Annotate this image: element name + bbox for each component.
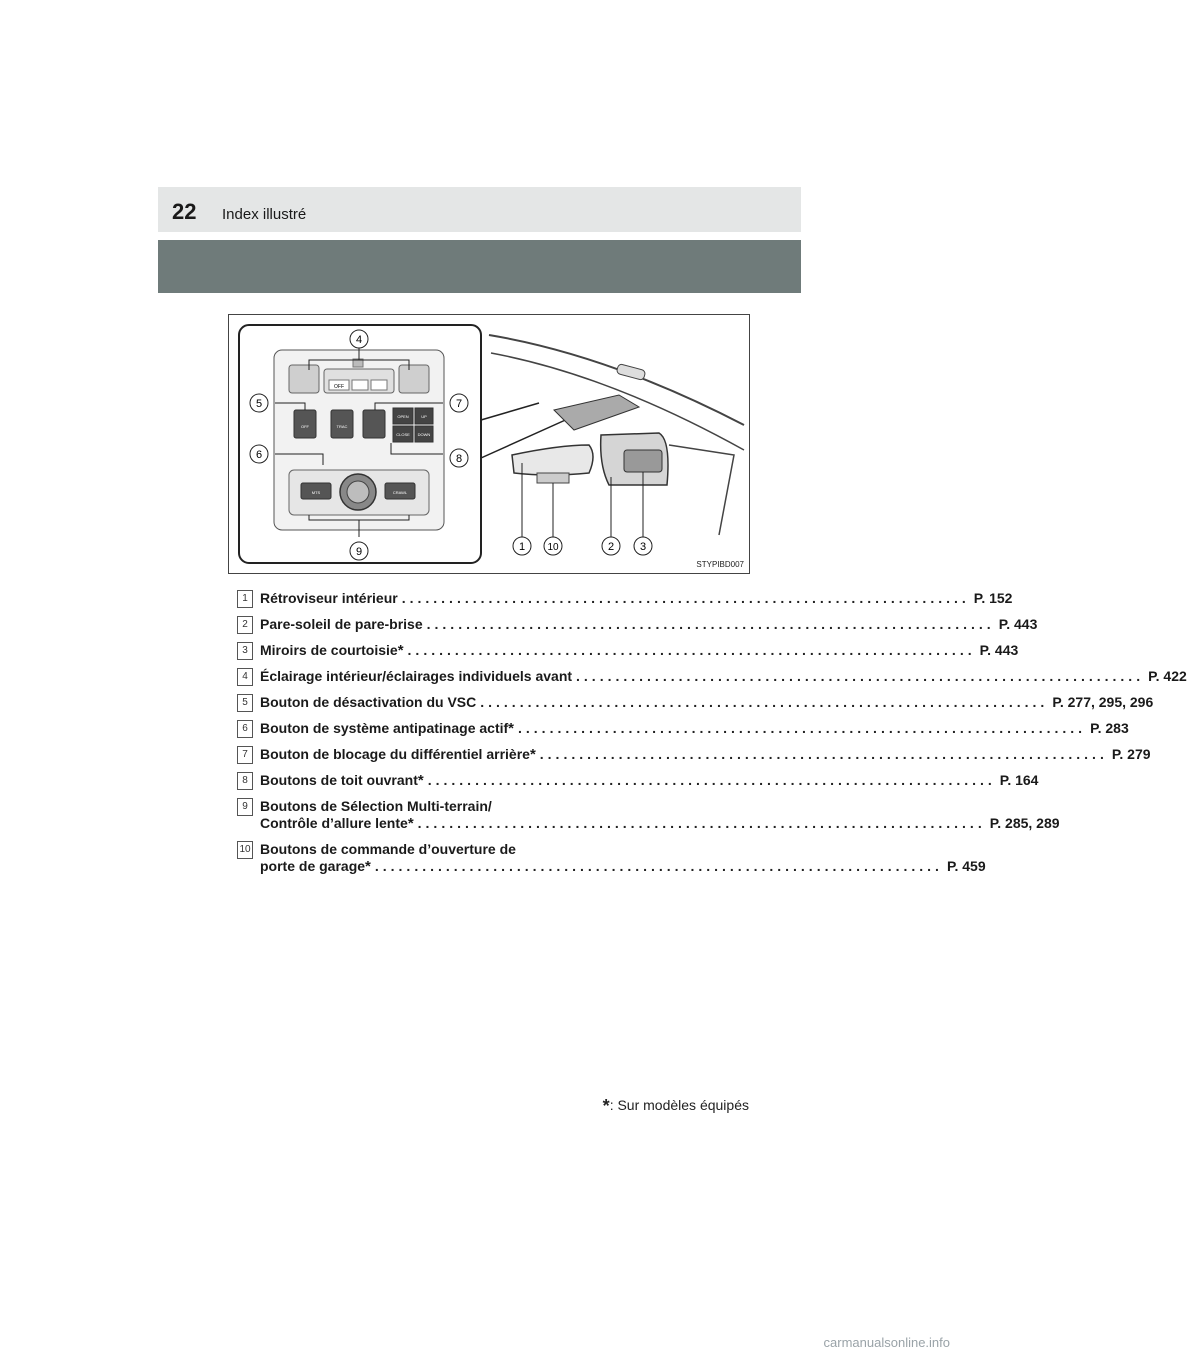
- item-label: Pare-soleil de pare-brise: [260, 616, 423, 632]
- section-title: Index illustré: [222, 206, 307, 223]
- svg-text:3: 3: [639, 541, 647, 553]
- callout-9: [350, 542, 368, 560]
- vsc-off-label: OFF: [301, 424, 309, 429]
- item-number: 5: [237, 694, 253, 712]
- item-label: Contrôle d’allure lente: [260, 815, 408, 831]
- list-item: 9 Boutons de Sélection Multi-terrain/ Contrôle d’allure lente * ........................................................................ P. 285, 289: [237, 798, 722, 832]
- watermark: carmanualsonline.info: [823, 1335, 950, 1350]
- item-number: 10: [237, 841, 253, 859]
- leader-dots: ........................................................................: [518, 720, 1087, 736]
- list-item: [237, 616, 1038, 633]
- illustration-figure: [228, 314, 750, 574]
- item-label: Bouton de blocage du différentiel arrière: [260, 746, 530, 762]
- item-number: 7: [237, 746, 253, 764]
- item-number: 2: [237, 616, 253, 634]
- list-item: 3 Miroirs de courtoisie * ........................................................................ P. 443: [237, 642, 722, 659]
- leader-dots: ........................................................................: [417, 815, 986, 831]
- atrac-label: TRAC: [336, 424, 348, 429]
- list-item: 10 Boutons de commande d’ouverture de porte de garage * ........................................................................ P. 459: [237, 841, 722, 875]
- item-number: 1: [237, 590, 253, 608]
- lamp-off-label: OFF: [334, 384, 344, 390]
- close-label: CLOSE: [396, 432, 410, 437]
- callout-3: [634, 537, 652, 555]
- figure-code: STYPIBD007: [696, 560, 744, 569]
- svg-text:1: 1: [518, 541, 526, 553]
- item-label-line1: Boutons de Sélection Multi-terrain/: [260, 798, 492, 814]
- list-item: [237, 590, 1013, 607]
- item-label-line1: Boutons de commande d’ouverture de: [260, 841, 516, 857]
- up-label: UP: [421, 414, 427, 419]
- list-item: [237, 668, 1187, 685]
- overhead-console-illustration: [229, 315, 749, 573]
- footnote: [603, 1096, 749, 1117]
- svg-text:6: 6: [255, 449, 263, 461]
- page-reference[interactable]: P. 283: [1090, 720, 1129, 736]
- item-label: porte de garage: [260, 858, 366, 874]
- leader-dots: ........................................................................: [427, 772, 996, 788]
- leader-dots: ........................................................................: [480, 694, 1049, 710]
- callout-10: [544, 537, 562, 555]
- svg-text:10: 10: [547, 542, 559, 553]
- leader-dots: ........................................................................: [407, 642, 976, 658]
- page-reference[interactable]: P. 164: [999, 772, 1039, 788]
- leader-dots: ........................................................................: [426, 616, 995, 632]
- footnote-text: : Sur modèles équipés: [609, 1097, 749, 1114]
- page-reference[interactable]: P. 279: [1111, 746, 1151, 762]
- index-list: [237, 590, 1187, 884]
- callout-5: [250, 394, 268, 412]
- page-reference[interactable]: P. 443: [979, 642, 1019, 658]
- callout-2: [602, 537, 620, 555]
- callout-1: [513, 537, 531, 555]
- page-reference[interactable]: P. 422: [1148, 668, 1187, 684]
- leader-dots: ........................................................................: [401, 590, 970, 606]
- svg-text:4: 4: [355, 334, 363, 346]
- item-number: 9: [237, 798, 253, 816]
- svg-text:5: 5: [255, 398, 263, 410]
- item-number: 8: [237, 772, 253, 790]
- list-item: 8 Boutons de toit ouvrant * ........................................................................ P. 164: [237, 772, 722, 789]
- svg-text:8: 8: [455, 453, 463, 465]
- item-number: 4: [237, 668, 253, 686]
- page-number: 22: [172, 199, 197, 224]
- item-label: Éclairage intérieur/éclairages individuels avant: [260, 668, 573, 684]
- item-label: Bouton de désactivation du VSC: [260, 694, 477, 710]
- callout-6: [250, 445, 268, 463]
- open-label: OPEN: [397, 414, 409, 419]
- mts-label: MTS: [311, 490, 321, 495]
- page-reference[interactable]: P. 443: [998, 616, 1038, 632]
- callout-7: [450, 394, 468, 412]
- page-reference[interactable]: P. 277, 295, 296: [1052, 694, 1154, 710]
- leader-dots: ........................................................................: [576, 668, 1145, 684]
- callout-4: [350, 330, 368, 348]
- svg-text:7: 7: [455, 398, 463, 410]
- svg-text:2: 2: [607, 541, 615, 553]
- item-label: Rétroviseur intérieur: [260, 590, 398, 606]
- page-reference[interactable]: P. 285, 289: [989, 815, 1060, 831]
- item-label: Bouton de système antipatinage actif: [260, 720, 509, 736]
- callout-8: [450, 449, 468, 467]
- item-label: Boutons de toit ouvrant: [260, 772, 418, 788]
- item-label: Miroirs de courtoisie: [260, 642, 398, 658]
- leader-dots: ........................................................................: [374, 858, 943, 874]
- leader-dots: ........................................................................: [539, 746, 1108, 762]
- down-label: DOWN: [417, 432, 431, 437]
- item-number: 6: [237, 720, 253, 738]
- list-item: [237, 694, 1154, 711]
- crawl-label: CRAWL: [392, 490, 408, 495]
- footnote-asterisk: *: [602, 1096, 610, 1116]
- page-reference[interactable]: P. 152: [973, 590, 1013, 606]
- svg-text:9: 9: [355, 546, 363, 558]
- title-band: [158, 240, 801, 293]
- list-item: 7 Bouton de blocage du différentiel arrière * ........................................................................ P. 279: [237, 746, 722, 763]
- list-item: 6 Bouton de système antipatinage actif * ........................................................................ P. 283: [237, 720, 722, 737]
- item-number: 3: [237, 642, 253, 660]
- page-reference[interactable]: P. 459: [946, 858, 986, 874]
